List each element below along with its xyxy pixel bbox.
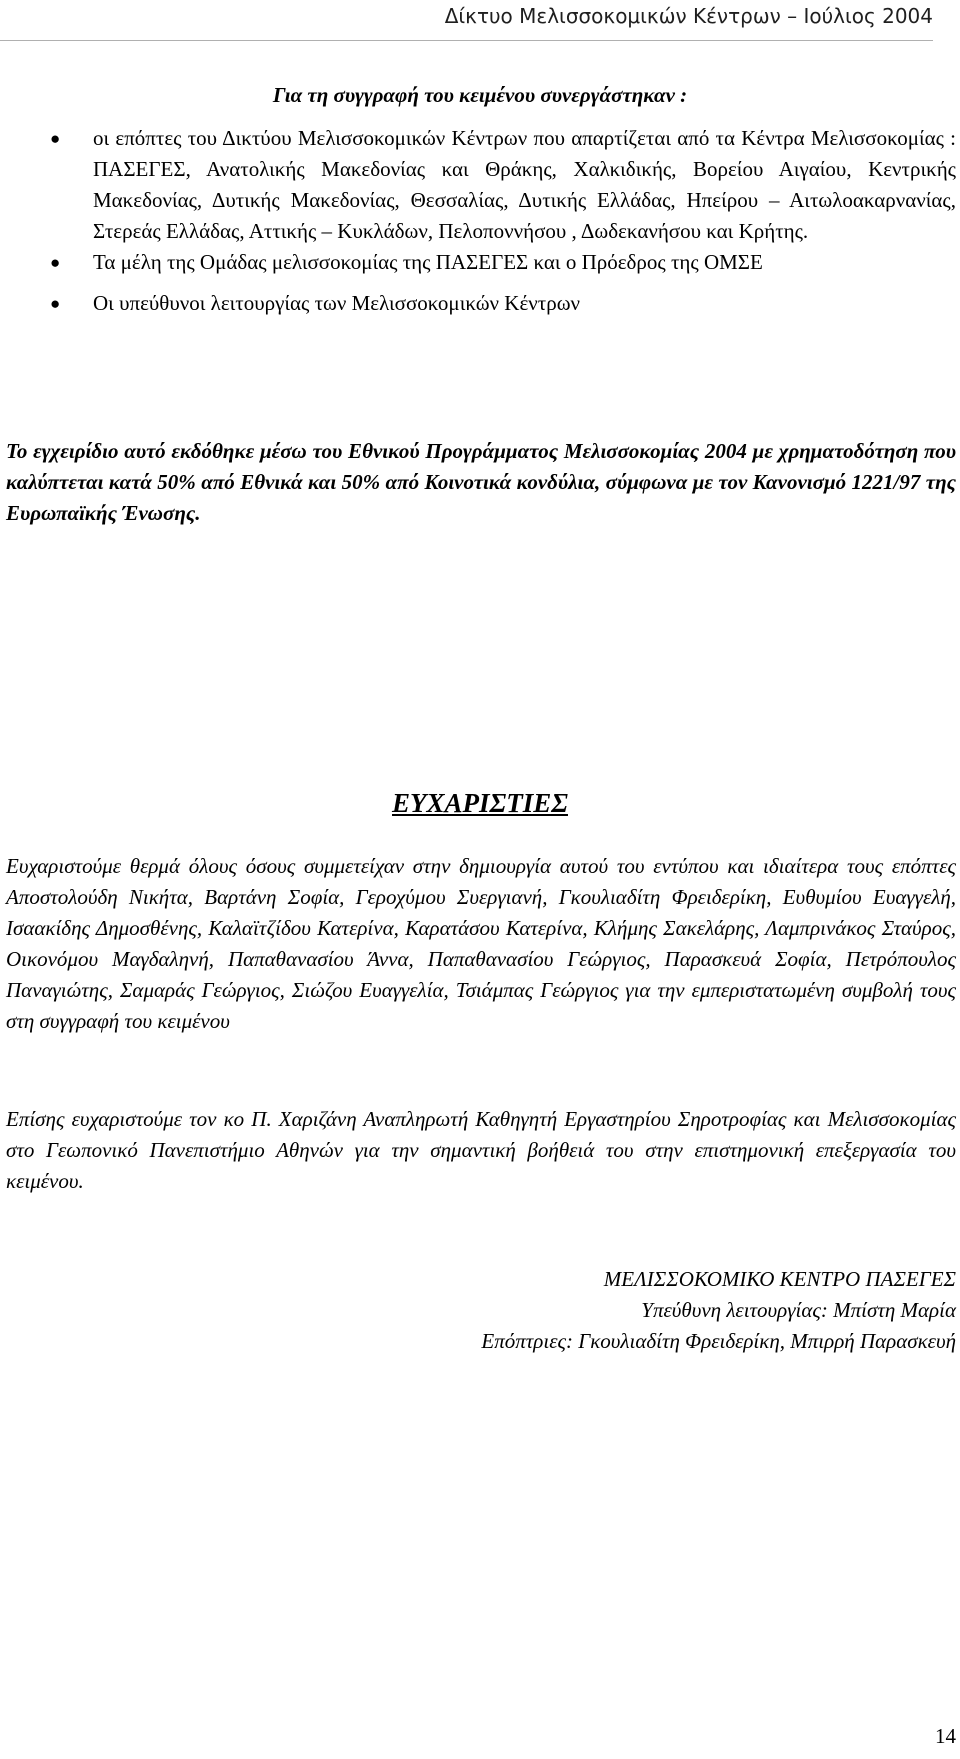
page-header xyxy=(0,0,933,41)
list-item xyxy=(50,123,956,247)
credits-list xyxy=(50,123,956,319)
signature-responsible: Υπεύθυνη λειτουργίας: Μπίστη Μαρία xyxy=(641,1298,956,1322)
list-item-text: Οι υπεύθυνοι λειτουργίας των Μελισσοκομικών Κέντρων xyxy=(93,291,581,315)
bullet-icon: ● xyxy=(50,294,61,313)
signature-supervisors: Επόπτριες: Γκουλιαδίτη Φρειδερίκη, Μπιρρή Παρασκευή xyxy=(481,1329,956,1353)
list-item-text: Τα μέλη της Ομάδας μελισσοκομίας της ΠΑΣΕΓΕΣ και ο Πρόεδρος της ΟΜΣΕ xyxy=(93,250,763,274)
signature-block xyxy=(6,1264,956,1357)
page-number: 14 xyxy=(935,1724,956,1748)
thanks-extra: Επίσης ευχαριστούμε τον κο Π. Χαριζάνη Αναπληρωτή Καθηγητή Εργαστηρίου Σηροτροφίας και Μελισσοκομίας στο Γεωπονικό Πανεπιστήμιο Αθηνών για την σημαντική βοήθειά του στην επιστημονική επεξεργασία του κειμένου. xyxy=(6,1107,956,1193)
list-item-text: οι επόπτες του Δικτύου Μελισσοκομικών Κέντρων που απαρτίζεται από τα Κέντρα Μελισσοκομίας : ΠΑΣΕΓΕΣ, Ανατολικής Μακεδονίας και Θράκης, Χαλκιδικής, Βορείου Αιγαίου, Κεντρικής Μακεδονίας, Δυτικής Μακεδονίας, Θεσσαλίας, Δυτικής Ελλάδας, Ηπείρου – Αιτωλοακαρνανίας, Στερεάς Ελλάδας, Αττικής – Κυκλάδων, Πελοποννήσου , Δωδεκανήσου και Κρήτης. xyxy=(93,126,956,243)
list-item xyxy=(50,247,956,278)
funding-note: Το εγχειρίδιο αυτό εκδόθηκε μέσω του Εθνικού Προγράμματος Μελισσοκομίας 2004 με χρηματοδότηση που καλύπτεται κατά 50% από Εθνικά και 50% από Κοινοτικά κονδύλια, σύμφωνα με τον Κανονισμό 1221/97 της Ευρωπαϊκής Ένωσης. xyxy=(6,439,956,525)
header-title: Δίκτυο Μελισσοκομικών Κέντρων – Ιούλιος 2004 xyxy=(444,4,933,28)
credits-heading: Για τη συγγραφή του κειμένου συνεργάστηκαν : xyxy=(272,83,688,107)
bullet-icon: ● xyxy=(50,129,61,148)
signature-organization: ΜΕΛΙΣΣΟΚΟΜΙΚΟ ΚΕΝΤΡΟ ΠΑΣΕΓΕΣ xyxy=(603,1267,956,1291)
bullet-icon: ● xyxy=(50,253,61,272)
thanks-title: ΕΥΧΑΡΙΣΤΙΕΣ xyxy=(392,788,568,818)
thanks-body: Ευχαριστούμε θερμά όλους όσους συμμετείχαν στην δημιουργία αυτού του εντύπου και ιδιαίτερα τους επόπτες Αποστολούδη Νικήτα, Βαρτάνη Σοφία, Γεροχύμου Συεργιανή, Γκουλιαδίτη Φρειδερίκη, Ευθυμίου Ευαγγελή, Ισαακίδης Δημοσθένης, Καλαϊτζίδου Κατερίνα, Καρατάσου Κατερίνα, Κλήμης Σακελάρης, Λαμπρινάκος Σταύρος, Οικονόμου Μαγδαληνή, Παπαθανασίου Άννα, Παπαθανασίου Γεώργιος, Παρασκευά Σοφία, Πετρόπουλος Παναγιώτης, Σαμαράς Γεώργιος, Σιώζου Ευαγγελία, Τσιάμπας Γεώργιος για την εμπεριστατωμένη συμβολή τους στη συγγραφή του κειμένου xyxy=(6,854,956,1033)
list-item xyxy=(50,288,956,319)
